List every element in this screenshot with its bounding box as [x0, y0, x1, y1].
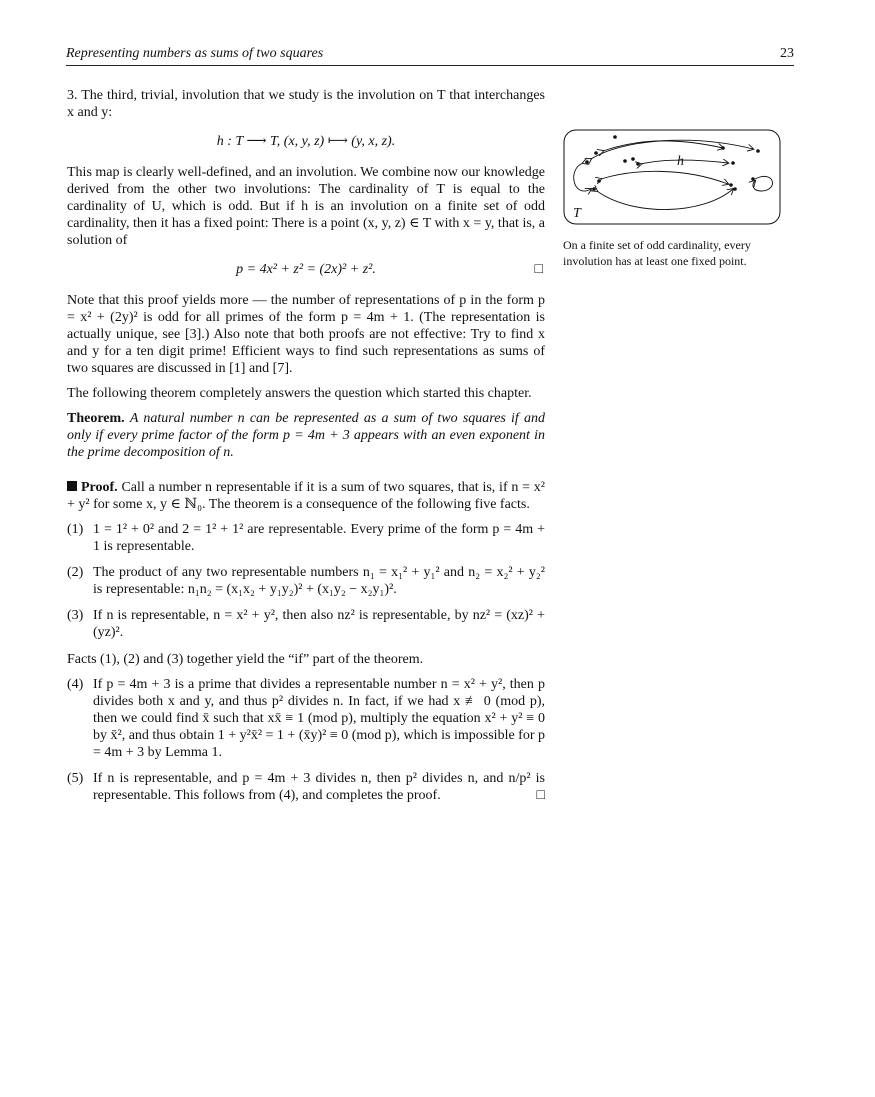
running-title: Representing numbers as sums of two squares — [66, 46, 324, 61]
transition-paragraph: The following theorem completely answers the question which started this chapter. — [67, 386, 532, 401]
solution-equation-block — [67, 261, 545, 278]
fact-number: (4) — [67, 677, 84, 692]
fact-text: If p = 4m + 3 is a prime that divides a representable number n = x² + y², then p divides both x and y, and thus p² divides n. In fact, if we had x ≢ 0 (mod p), then we could find x̄ such that xx̄ ≡ 1 (mod p), multiply the equation x² + y² ≡ 0 by x̄², and thus obtain 1 + y²x̄² = 1 + (x̄y)² ≡ 0 (mod p), which is impossible for p = 4m + 3 by Lemma 1. — [93, 677, 545, 760]
figure-caption: On a finite set of odd cardinality, every involution has at least one fixed point. — [563, 238, 751, 268]
qed-symbol: □ — [534, 262, 543, 277]
fact-text: The product of any two representable numbers n₁ = x₁² + y₁² and n₂ = x₂² + y₂² is representable: n₁n₂ = (x₁x₂ + y₁y₂)² + (x₁y₂ − x₂y₁)². — [93, 565, 545, 597]
fact-text: 1 = 1² + 0² and 2 = 1² + 1² are representable. Every prime of the form p = 4m + 1 is representable. — [93, 522, 545, 554]
section-3-paragraph: 3. The third, trivial, involution that we study is the involution on T that interchanges x and y: — [67, 88, 545, 120]
fact-number: (2) — [67, 565, 84, 580]
fact-item — [67, 676, 545, 761]
map-label: h — [677, 154, 684, 169]
theorem-statement: A natural number n can be represented as a sum of two squares if and only if every prime factor of the form p = 4m + 3 appears with an even exponent in the prime decomposition of n. — [67, 411, 545, 460]
fact-item — [67, 607, 545, 641]
set-label: T — [573, 206, 581, 221]
proof-qed-symbol: □ — [536, 788, 545, 803]
facts-summary-paragraph: Facts (1), (2) and (3) together yield the “if” part of the theorem. — [67, 652, 424, 667]
fact-number: (3) — [67, 608, 84, 623]
theorem-block — [67, 410, 545, 461]
proof-intro-paragraph — [67, 479, 545, 513]
fact-number: (1) — [67, 522, 84, 537]
set-outline — [564, 130, 780, 224]
involution-equation: h : T ⟶ T, (x, y, z) ⟼ (y, x, z). — [216, 134, 396, 149]
fact-text: If n is representable, and p = 4m + 3 divides n, then p² divides n, and n/p² is representable. This follows from (4), and completes the proof. — [93, 771, 545, 803]
solution-equation: p = 4x² + z² = (2x)² + z². — [236, 262, 376, 277]
fact-text: If n is representable, n = x² + y², then also nz² is representable, by nz² = (xz)² + (yz)². — [93, 608, 545, 640]
involution-figure — [563, 129, 781, 225]
set-points — [585, 135, 760, 191]
fact-number: (5) — [67, 771, 84, 786]
fact-item — [67, 770, 545, 804]
fact-item — [67, 521, 545, 555]
proof-intro: Call a number n representable if it is a sum of two squares, that is, if n = x² + y² for some x, y ∈ ℕ₀. The theorem is a consequence of the following five facts. — [67, 480, 545, 512]
fact-item — [67, 564, 545, 598]
proof-label: Proof. — [81, 480, 118, 495]
page-number: 23 — [780, 46, 794, 61]
main-text-column — [67, 87, 545, 814]
facts-list-1 — [67, 521, 545, 641]
proof-square-icon — [67, 481, 77, 491]
remark-paragraph: Note that this proof yields more — the number of representations of p in the form p = x² + (2y)² is odd for all primes of the form p = 4m + 1. (The representation is actually unique, see [3].) Also note that both proofs are not effective: Try to find x and y for a ten digit prime! Efficient ways to find such representations as sums of two squares are discussed in [1] and [7]. — [67, 293, 545, 376]
running-header — [66, 45, 794, 66]
theorem-label: Theorem. — [67, 411, 125, 426]
fixed-point-paragraph: This map is clearly well-defined, and an involution. We combine now our knowledge derived from the other two involutions: The cardinality of T is equal to the cardinality of U, which is odd. But if h is an involution on a finite set of odd cardinality, then it has a fixed point: There is a point (x, y, z) ∈ T with x = y, that is, a solution of — [67, 165, 545, 248]
involution-arrows — [574, 140, 773, 209]
involution-diagram — [563, 129, 781, 225]
facts-list-2 — [67, 676, 545, 804]
